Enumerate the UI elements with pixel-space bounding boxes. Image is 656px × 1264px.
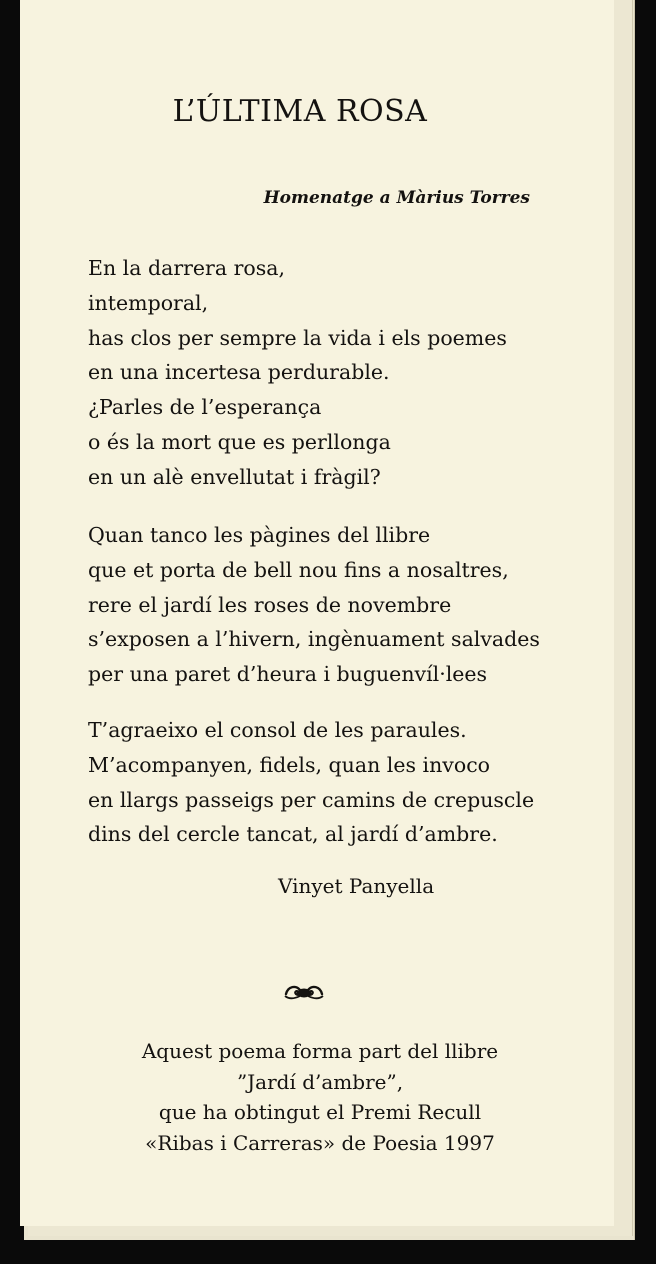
poem-line: T’agraeixo el consol de les paraules. <box>88 718 467 742</box>
poem-card <box>20 0 614 1226</box>
book-note <box>20 1036 620 1158</box>
poem-dedication: Homenatge a Màrius Torres <box>263 188 530 208</box>
poem-line: ¿Parles de l’esperança <box>88 395 322 420</box>
poem-line: o és la mort que es perllonga <box>88 429 391 454</box>
stanza-3 <box>88 713 534 852</box>
poem-line: En la darrera rosa, <box>88 256 285 280</box>
poem-line: M’acompanyen, fidels, quan les invoco <box>88 752 491 777</box>
poem-line: per una paret d’heura i buguenvíl·lees <box>88 662 488 687</box>
book-note-line: ”Jardí d’ambre”, <box>236 1069 404 1094</box>
poem-line: intemporal, <box>88 290 209 315</box>
fleuron-ornament-icon <box>282 980 326 1002</box>
poem-line: Quan tanco les pàgines del llibre <box>88 523 431 547</box>
book-note-line: que ha obtingut el Premi Recull <box>158 1100 482 1124</box>
poem-line: en un alè envellutat i fràgil? <box>88 464 381 489</box>
poem-line: s’exposen a l’hivern, ingènuament salvades <box>88 627 540 652</box>
book-note-line: «Ribas i Carreras» de Poesia 1997 <box>145 1130 495 1155</box>
stanza-1 <box>88 251 507 495</box>
poem-line: que et porta de bell nou fins a nosaltres, <box>88 557 509 582</box>
poem-title: L’ÚLTIMA ROSA <box>172 94 428 129</box>
poem-line: en llargs passeigs per camins de crepuscle <box>88 787 535 812</box>
poem-author: Vinyet Panyella <box>278 874 435 898</box>
book-note-line: Aquest poema forma part del llibre <box>141 1039 499 1063</box>
poem-line: rere el jardí les roses de novembre <box>88 592 452 617</box>
poem-line: dins del cercle tancat, al jardí d’ambre. <box>88 822 498 847</box>
poem-line: has clos per sempre la vida i els poemes <box>88 325 507 350</box>
poem-line: en una incertesa perdurable. <box>88 360 390 385</box>
stanza-2 <box>88 518 540 692</box>
